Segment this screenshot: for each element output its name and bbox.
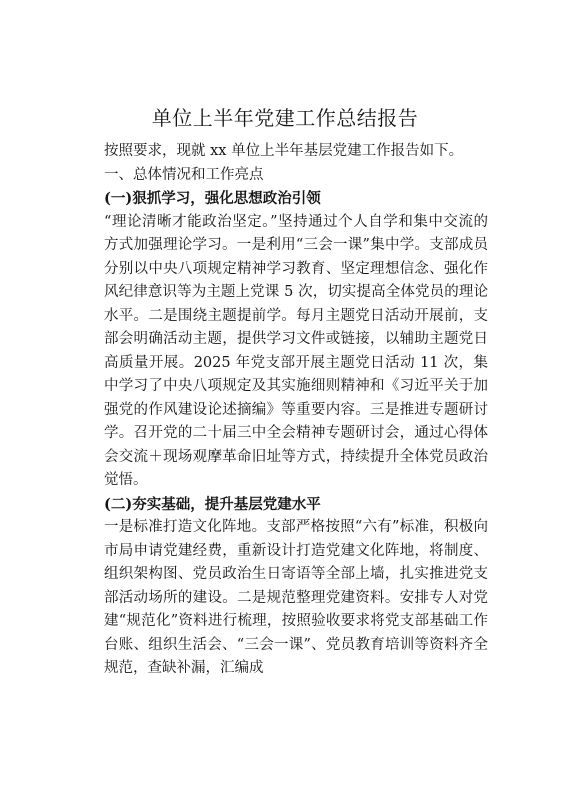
subsection-paragraph-1: “理论清晰才能政治坚定。”坚持通过个人自学和集中交流的方式加强理论学习。一是利用“三会一课”集中学。支部成员分别以中央八项规定精神学习教育、坚定理想信念、强化作风纪律意识等为主题上党课 5 次，切实提高全体党员的理论水平。二是围绕主题提前学。每月主题党日活动开展前，支部会明确活动主题，提供学习文件或链接，以辅助主题党日高质量开展。2025 年党支部开展主题党日活动 11 次，集中学习了中央八项规定及其实施细则精神和《习近平关于加强党的作风建设论述摘编》等重要内容。三是推进专题研讨学。召开党的二十届三中全会精神专题研讨会，通过心得体会交流＋现场观摩革命旧址等方式，持续提升全体党员政治觉悟。 xyxy=(104,213,488,488)
subsection-heading-2: (二)夯实基础，提升基层党建水平 xyxy=(104,495,321,513)
subsection-paragraph-2: 一是标准打造文化阵地。支部严格按照“六有”标准，积极向市局申请党建经费，重新设计打造党建文化阵地，将制度、组织架构图、党员政治生日寄语等全部上墙，扎实推进党支部活动场所的建设。二是规范整理党建资料。安排专人对党建“规范化”资料进行梳理，按照验收要求将党支部基础工作台账、组织生活会、“三会一课”、党员教育培训等资料齐全规范，查缺补漏，汇编成 xyxy=(104,519,488,676)
subsection-heading-1: (一)狠抓学习，强化思想政治引领 xyxy=(104,190,321,207)
section-heading: 一、总体情况和工作亮点 xyxy=(104,166,264,183)
document-title: 单位上半年党建工作总结报告 xyxy=(151,106,419,130)
document-body xyxy=(104,140,488,681)
intro-paragraph: 按照要求，现就 xx 单位上半年基层党建工作报告如下。 xyxy=(104,143,464,159)
